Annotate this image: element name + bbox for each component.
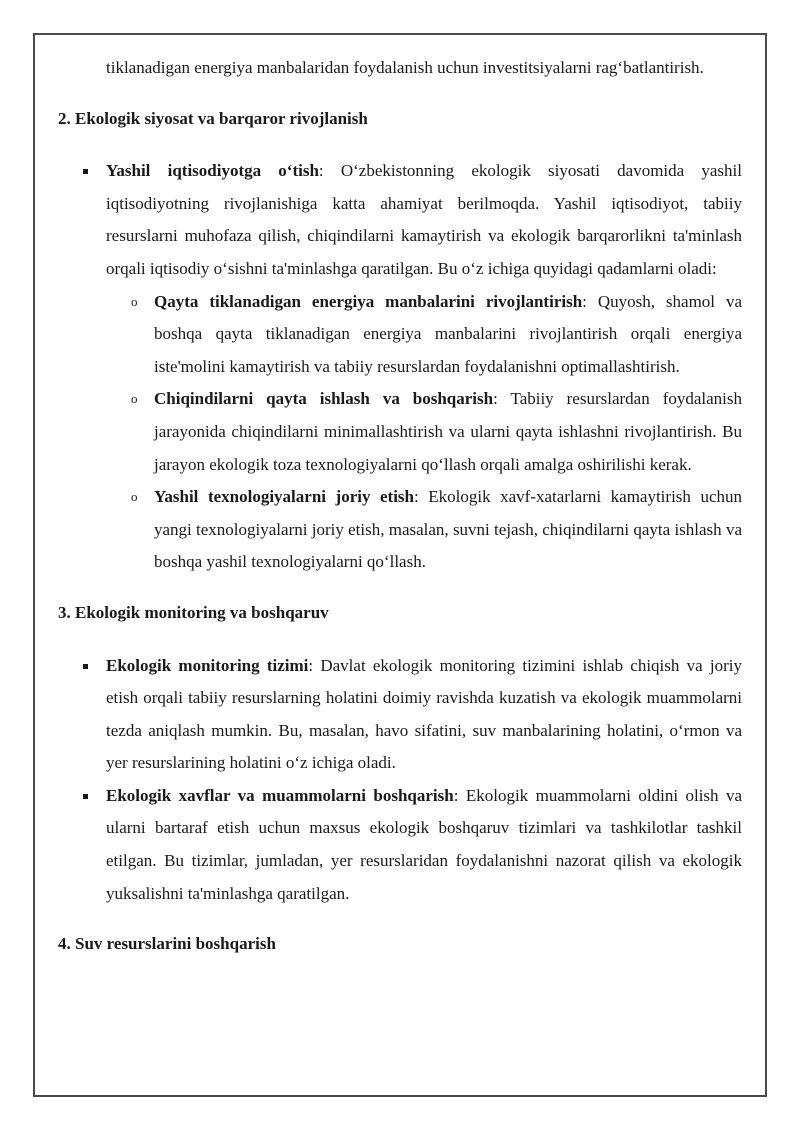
list-item-title: Yashil iqtisodiyotga o‘tish — [106, 161, 319, 181]
green-economy-sublist — [154, 286, 742, 579]
sublist-item-text: : Ekologik xavf-xatarlarni kamaytirish uchun yangi texnologiyalarni joriy etish, masalan, suvni tejash, chiqindilarni qayta ishlash va boshqa yashil texnologiyalarni qo‘llash. — [154, 487, 742, 572]
intro-paragraph — [106, 52, 742, 85]
document-body — [58, 52, 742, 961]
sublist-item-renewable-energy — [154, 286, 742, 384]
list-item-text: : O‘zbekistonning ekologik siyosati davomida yashil iqtisodiyotning rivojlanishiga katta ahamiyat berilmoqda. Yashil iqtisodiyot, tabiiy resurslarni muhofaza qilish, chiqindilarni kamaytirish va ekologik barqarorlikni ta'minlash orqali iqtisodiy o‘sishni ta'minlashga qaratilgan. Bu o‘z ichiga quyidagi qadamlarni oladi: — [106, 161, 742, 278]
sublist-item-title: Chiqindilarni qayta ishlash va boshqarish — [154, 389, 494, 409]
sublist-item-text: : Tabiiy resurslardan foydalanish jarayonida chiqindilarni minimallashtirish va ularni qayta ishlashni rivojlantirish. Bu jarayon ekologik toza texnologiyalarni qo‘llash orqali amalga oshirilishi kerak. — [154, 389, 743, 474]
list-item-text: : Davlat ekologik monitoring tizimini ishlab chiqish va joriy etish orqali tabiiy resurslarning holatini doimiy ravishda kuzatish va ekologik muammolarni tezda aniqlash mumkin. Bu, masalan, havo sifatini, suv manbalarining holatini, o‘rmon va yer resurslarining holatini o‘z ichiga oladi. — [106, 655, 742, 773]
sublist-item-green-tech — [154, 481, 742, 579]
list-item-green-economy — [106, 155, 742, 579]
section-3-heading: 3. Ekologik monitoring va boshqaruv — [58, 602, 329, 622]
sublist-item-title: Qayta tiklanadigan energiya manbalarini rivojlantirish — [154, 291, 583, 311]
list-item-title: Ekologik xavflar va muammolarni boshqarish — [106, 785, 454, 805]
list-item-risk-management — [106, 780, 742, 910]
sublist-item-title: Yashil texnologiyalarni joriy etish — [154, 487, 414, 507]
list-item-title: Ekologik monitoring tizimi — [106, 655, 309, 675]
section-2-list — [106, 155, 742, 579]
intro-text: tiklanadigan energiya manbalaridan foydalanish uchun investitsiyalarni rag‘batlantirish. — [106, 58, 704, 77]
list-item-text: : Ekologik muammolarni oldini olish va ularni bartaraf etish uchun maxsus ekologik boshqaruv tizimlari va tashkilotlar tashkil etilgan. Bu tizimlar, jumladan, yer resurslaridan foydalanishni nazorat qilish va ekologik yuksalishni ta'minlashga qaratilgan. — [106, 785, 742, 903]
section-2-heading: 2. Ekologik siyosat va barqaror rivojlanish — [58, 108, 368, 128]
sublist-item-text: : Quyosh, shamol va boshqa qayta tiklanadigan energiya manbalarini rivojlantirish orqali energiya iste'molini kamaytirish va tabiiy resurslardan foydalanishni optimallashtirish. — [154, 291, 742, 376]
list-item-monitoring-system — [106, 650, 742, 780]
section-3-list — [106, 650, 742, 911]
sublist-item-waste-management — [154, 383, 742, 481]
section-4-heading: 4. Suv resurslarini boshqarish — [58, 934, 276, 954]
